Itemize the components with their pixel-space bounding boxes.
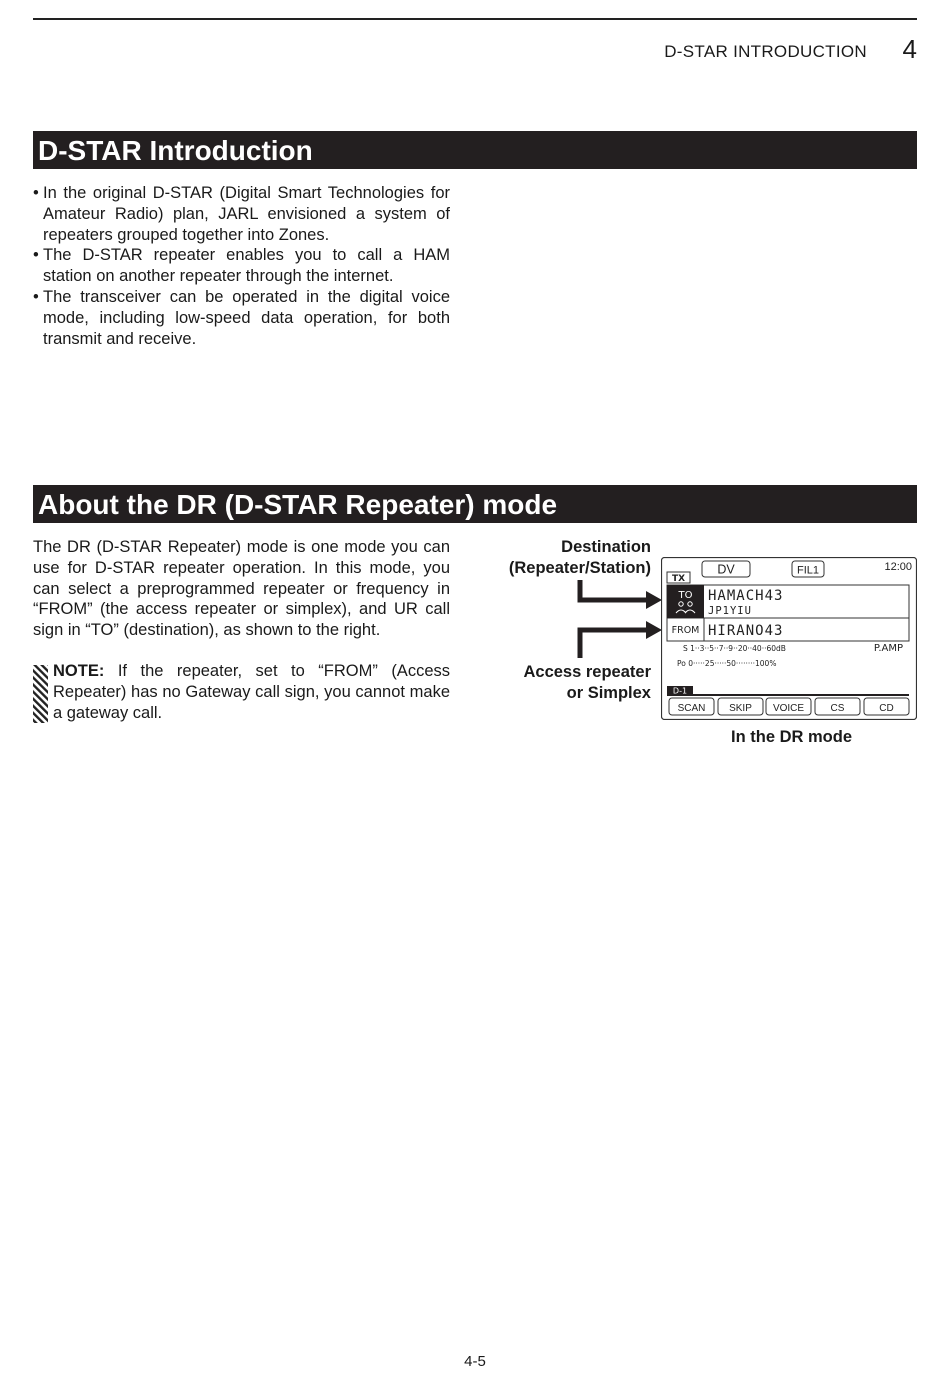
- access-arrow-icon: [580, 621, 662, 658]
- to-callsign: HAMACH43: [708, 588, 784, 604]
- bullet-text: The D-STAR repeater enables you to call a HAM station on another repeater through the internet.: [43, 246, 450, 286]
- soft-key-cs[interactable]: [815, 698, 860, 715]
- svg-text:CS: CS: [830, 703, 845, 714]
- section-heading-dr-mode: About the DR (D-STAR Repeater) mode: [33, 485, 917, 523]
- soft-key-skip[interactable]: [718, 698, 763, 715]
- po-meter-scale: Po 0·····25·····50········100%: [677, 659, 777, 668]
- figure-caption: In the DR mode: [731, 728, 853, 746]
- soft-key-cd[interactable]: [864, 698, 909, 715]
- destination-arrow-icon: [580, 580, 662, 609]
- destination-label: Destination: [561, 538, 651, 556]
- bullet-icon: •: [33, 246, 39, 265]
- section-heading-dstar-introduction: D-STAR Introduction: [33, 131, 917, 169]
- access-sublabel: or Simplex: [566, 684, 651, 702]
- note-block: [33, 661, 450, 723]
- preamp-indicator: P.AMP: [873, 643, 903, 654]
- list-item: [33, 287, 450, 349]
- bullet-text: In the original D-STAR (Digital Smart Technologies for Amateur Radio) plan, JARL envisioned a system of repeaters grouped together into Zones.: [43, 184, 450, 244]
- destination-callout: [509, 537, 651, 579]
- intro-bullet-list: [33, 183, 450, 349]
- callout-arrows: [570, 575, 665, 665]
- lcd-time: 12:00: [884, 561, 912, 573]
- bullet-text: The transceiver can be operated in the digital voice mode, including low-speed data operation, for both transmit and receive.: [43, 287, 450, 348]
- bullet-icon: •: [33, 287, 39, 306]
- lcd-tag: D-1: [672, 686, 688, 696]
- from-callsign: HIRANO43: [708, 623, 784, 639]
- destination-sublabel: (Repeater/Station): [508, 559, 651, 577]
- note-text: [53, 661, 450, 723]
- running-header-title: D-STAR INTRODUCTION: [664, 42, 867, 61]
- tx-indicator: TX: [671, 574, 686, 584]
- from-label: FROM: [671, 625, 700, 636]
- note-hatch-icon: [33, 665, 48, 723]
- dr-mode-paragraph: The DR (D-STAR Repeater) mode is one mode you can use for D-STAR repeater operation. In this mode, you can select a preprogrammed repeater or frequency in “FROM” (the access repeater or simplex), and UR call sign in “TO” (destination), as shown to the right.: [33, 538, 450, 640]
- svg-text:SKIP: SKIP: [729, 703, 752, 714]
- list-item: [33, 183, 450, 245]
- transceiver-lcd: [661, 557, 917, 720]
- bullet-icon: •: [33, 184, 39, 202]
- list-item: [33, 245, 450, 287]
- soft-key-voice[interactable]: [766, 698, 811, 715]
- chapter-number: 4: [902, 34, 917, 64]
- to-sub-callsign: JP1YIU: [708, 605, 752, 617]
- lcd-mode: DV: [717, 562, 735, 577]
- note-label: NOTE:: [53, 662, 105, 680]
- access-label: Access repeater: [523, 663, 651, 681]
- svg-text:VOICE: VOICE: [772, 703, 805, 714]
- svg-text:CD: CD: [879, 703, 894, 714]
- svg-text:SCAN: SCAN: [677, 703, 706, 714]
- page-number: 4-5: [464, 1353, 486, 1370]
- to-label: TO: [678, 590, 693, 601]
- soft-key-scan[interactable]: [669, 698, 714, 715]
- lcd-filter: FIL1: [796, 564, 820, 577]
- note-body: If the repeater, set to “FROM” (Access Repeater) has no Gateway call sign, you cannot make a gateway call.: [53, 662, 450, 722]
- access-callout: [523, 662, 651, 704]
- s-meter-scale: S 1··3··5··7··9··20··40··60dB: [683, 644, 786, 653]
- header-rule: [33, 18, 917, 20]
